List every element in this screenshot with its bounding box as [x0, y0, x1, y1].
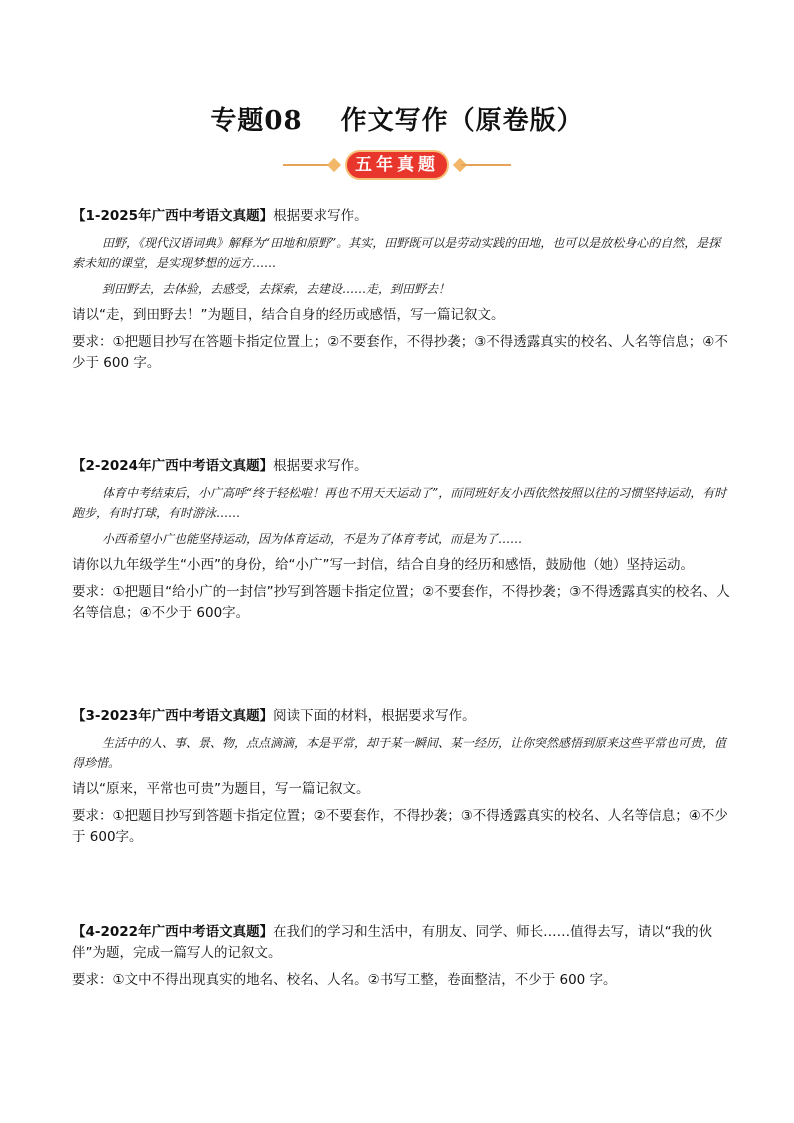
question-intro: 在我们的学习和生活中，有朋友、同学、师长……值得去写，请以“我的伙伴”为题，完成一篇写人的记叙文。 — [72, 924, 713, 961]
question-tag: 【4-2022年广西中考语文真题】 — [72, 924, 274, 940]
question-heading — [72, 206, 732, 227]
material-paragraph: 到田野去，去体验，去感受，去探索，去建设……走，到田野去！ — [102, 282, 451, 296]
question-requirements: 要求：①把题目抄写到答题卡指定位置；②不要套作，不得抄袭；③不得透露真实的校名、人名等信息；④不少于 600字。 — [72, 808, 728, 845]
question-requirements: 要求：①把题目“给小广的一封信”抄写到答题卡指定位置；②不要套作，不得抄袭；③不得透露真实的校名、人名等信息；④不少于 600字。 — [72, 584, 730, 621]
question-heading — [72, 456, 732, 477]
banner-diamond-left — [327, 158, 341, 172]
material-paragraph: 小西希望小广也能坚持运动，因为体育运动，不是为了体育考试，而是为了…… — [102, 532, 523, 546]
question-intro: 根据要求写作。 — [273, 458, 368, 474]
title-subtitle: 作文写作（原卷版） — [340, 106, 584, 136]
question-3 — [72, 706, 732, 848]
banner-line-left — [283, 164, 333, 166]
question-intro: 阅读下面的材料，根据要求写作。 — [273, 708, 476, 724]
banner-label: 五年真题 — [345, 150, 449, 180]
question-prompt: 请以“原来，平常也可贵”为题目，写一篇记叙文。 — [72, 781, 370, 797]
question-requirements: 要求：①把题目抄写在答题卡指定位置上；②不要套作，不得抄袭；③不得透露真实的校名、人名等信息；④不少于 600 字。 — [72, 334, 728, 371]
material-paragraph: 生活中的人、事、景、物，点点滴滴，本是平常，却于某一瞬间、某一经历，让你突然感悟到原来这些平常也可贵，值得珍惜。 — [72, 736, 727, 770]
question-tag: 【1-2025年广西中考语文真题】 — [72, 208, 274, 224]
material-paragraph: 田野，《现代汉语词典》解释为“田地和原野”。其实，田野既可以是劳动实践的田地，也可以是放松身心的自然，是探索未知的课堂，是实现梦想的远方…… — [72, 236, 721, 270]
question-prompt: 请以“走，到田野去！”为题目，结合自身的经历或感悟，写一篇记叙文。 — [72, 307, 505, 323]
material-paragraph: 体育中考结束后，小广高呼“终于轻松啦！再也不用天天运动了”，而同班好友小西依然按照以往的习惯坚持运动，有时跑步，有时打球，有时游泳…… — [72, 486, 727, 520]
question-heading — [72, 922, 732, 964]
title-topic: 专题08 — [210, 106, 303, 136]
question-tag: 【2-2024年广西中考语文真题】 — [72, 458, 274, 474]
question-4 — [72, 922, 732, 991]
banner-line-right — [461, 164, 511, 166]
question-intro: 根据要求写作。 — [273, 208, 368, 224]
question-1 — [72, 206, 732, 374]
question-2 — [72, 456, 732, 624]
question-tag: 【3-2023年广西中考语文真题】 — [72, 708, 274, 724]
question-heading — [72, 706, 732, 727]
page-title — [0, 100, 794, 137]
question-prompt: 请你以九年级学生“小西”的身份，给“小广”写一封信，结合自身的经历和感悟，鼓励他（她）坚持运动。 — [72, 557, 694, 573]
section-banner — [283, 150, 511, 180]
question-requirements: 要求：①文中不得出现真实的地名、校名、人名。②书写工整，卷面整洁，不少于 600 字。 — [72, 972, 617, 988]
